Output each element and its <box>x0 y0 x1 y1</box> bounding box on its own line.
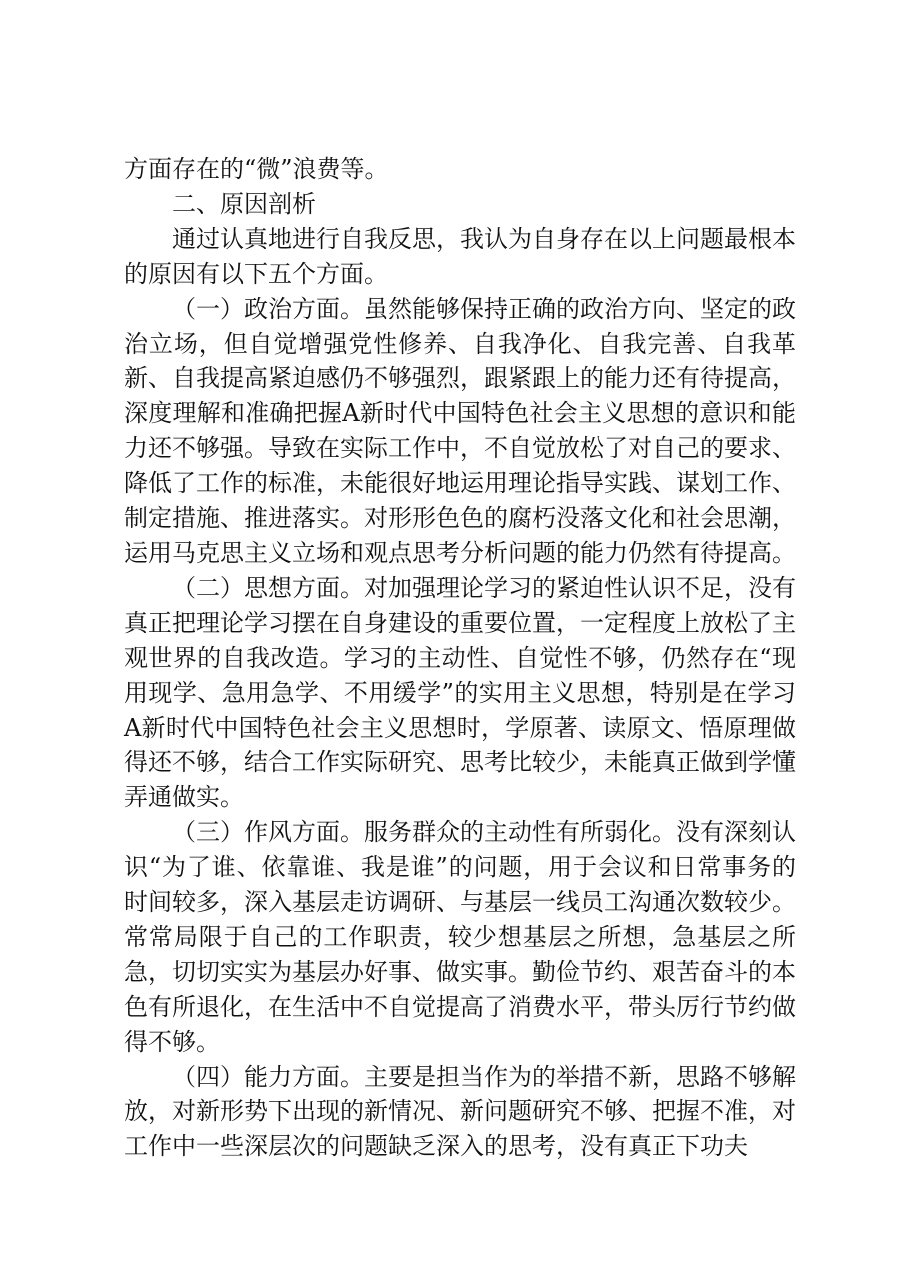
document-body <box>124 152 796 1164</box>
section-heading: 二、原因剖析 <box>172 189 316 218</box>
paragraph-ability: （四）能力方面。主要是担当作为的举措不新，思路不够解放，对新形势下出现的新情况、新问题研究不够、把握不准，对工作中一些深层次的问题缺乏深入的思考，没有真正下功夫 <box>124 1062 796 1161</box>
paragraph-political: （一）政治方面。虽然能够保持正确的政治方向、坚定的政治立场，但自觉增强党性修养、自我净化、自我完善、自我革新、自我提高紧迫感仍不够强烈，跟紧跟上的能力还有待提高，深度理解和准确把握A新时代中国特色社会主义思想的意识和能力还不够强。导致在实际工作中，不自觉放松了对自己的要求、降低了工作的标准，未能很好地运用理论指导实践、谋划工作、制定措施、推进落实。对形形色色的腐朽没落文化和社会思潮，运用马克思主义立场和观点思考分析问题的能力仍然有待提高。 <box>124 294 796 567</box>
paragraph-continuation: 方面存在的“微”浪费等。 <box>124 155 389 183</box>
paragraph-work-style: （三）作风方面。服务群众的主动性有所弱化。没有深刻认识“为了谁、依靠谁、我是谁”的问题，用于会议和日常事务的时间较多，深入基层走访调研、与基层一线员工沟通次数较少。常常局限于自己的工作职责，较少想基层之所想，急基层之所急，切切实实为基层办好事、做实事。勤俭节约、艰苦奋斗的本色有所退化，在生活中不自觉提高了消费水平，带头厉行节约做得不够。 <box>124 818 796 1056</box>
paragraph-ideological: （二）思想方面。对加强理论学习的紧迫性认识不足，没有真正把理论学习摆在自身建设的重要位置，一定程度上放松了主观世界的自我改造。学习的主动性、自觉性不够，仍然存在“现用现学、急用急学、不用缓学”的实用主义思想，特别是在学习A新时代中国特色社会主义思想时，学原著、读原文、悟原理做得还不够，结合工作实际研究、思考比较少，未能真正做到学懂弄通做实。 <box>124 573 796 812</box>
paragraph-intro: 通过认真地进行自我反思，我认为自身存在以上问题最根本的原因有以下五个方面。 <box>124 224 796 288</box>
